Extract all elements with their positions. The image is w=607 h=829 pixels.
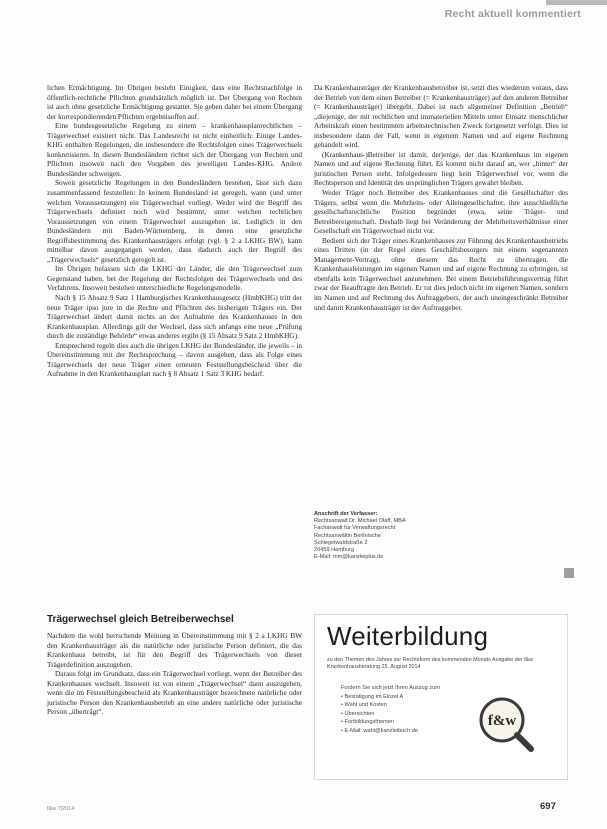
left-column: [47, 83, 302, 379]
author-address-line: Schlegelwaldstraße 2: [314, 539, 368, 546]
paragraph: Soweit gesetzliche Regelungen in den Bundesländern bestehen, lässt sich dazu zusammenfassend feststellen: In keinem Bundesland ist geregelt, wann (und unter welchen Voraussetzungen) ein Trägerwechsel vorliegt. Weder wird der Begriff des Trägerwechsels definiert noch wird bestimmt, unter welchen rechtlichen Voraussetzungen von einem Trägerwechsel auszugehen ist. Lediglich in den Bundesländern mit Baden-Württemberg, in denen eine gesetzliche Begriffsbestimmung des Krankenhausträgers erfolgt (vgl. § 2 a LKHG BW), kann mittelbar davon ausgegangen werden, dass dadurch auch der Begriff des „Trägerwechsels“ gesetzlich geregelt ist.: [47, 178, 302, 264]
left-column-2: [47, 631, 302, 717]
paragraph: Weder Träger noch Betreiber des Krankenhauses sind die Gesellschafter des Trägers, selbst wenn die Mehrheits- oder Alleingesellschafter, ihre ausschließliche gesellschaftsrechtliche Position begründet (etwa, seine Träger- und Betreibereigenschaft. Deshalb liegt bei Veränderung der Mehrheitsverhältnisse einer Gesellschaft ein Trägerwechsel nicht vor.: [314, 188, 568, 236]
ad-list-item: • E-Mail: wahl@kanzleibuch.de: [341, 727, 418, 734]
paragraph: Nach § 15 Absatz 9 Satz 1 Hamburgisches Krankenhausgesetz (HmbKHG) tritt der neue Träger ipso jure in die Rechte und Pflichten des bisherigen Trägers ein. Der Trägerwechsel ändert damit nichts an der Aufnahme des Krankenhauses in den Krankenhausplan. Allerdings gilt der Wechsel, dass sich anfangs eine neue „Prüfung durch die zuständige Behörde“ etwas anderes ergibt (§ 15 Absatz 9 Satz 2 HmbKHG).: [47, 293, 302, 341]
right-column: [314, 83, 568, 312]
author-address-line: Rechtsanwalt Dr. Michael Olaff, MBA: [314, 518, 406, 525]
paragraph: Daraus folgt im Grundsatz, dass ein Trägerwechsel vorliegt, wenn der Betreiber des Krankenhauses wechselt. Insoweit ist von einem „Trägerwechsel“ dann auszugehen, wenn die im Feststellungsbescheid als Krankenhausträger bezeichnete natürliche oder juristische Person den Krankenhausbetrieb an eine andere natürliche oder juristische Person „überträgt“.: [47, 669, 302, 717]
ad-title: Weiterbildung: [327, 621, 489, 651]
paragraph: Eine bundesgesetzliche Regelung zu einem – krankenhausplanrechtlichen – Trägerwechsel existiert nicht. Das Landesrecht ist nicht einheitlich: Einige Landes-KHG enthalten Regelungen, die insbesondere die Rechtsfolgen eines Trägerwechsels konkretisieren. In diesen Bundesländern richtet sich der Übergang von Rechten und Pflichten insoweit nach den Vorgaben des jeweiligen Landes-KHG. Andere Bundesländer schweigen.: [47, 121, 302, 178]
author-address-line: 20459 Hamburg: [314, 547, 355, 554]
paragraph: Da Krankenhausträger der Krankenhausbetreiber ist, setzt dies wiederum voraus, dass der Betrieb von dem einen Betreiber (= Krankenhausträger) auf den anderen Betreiber (= Krankenhausträger) übergeht. Dabei ist nach allgemeiner Definition „Betrieb“ „diejenige, der mit rechtlichen und immateriellen Mitteln unter Einsatz menschlicher Arbeitskraft einen bestimmten arbeitstechnischen Zweck fortgesetzt verfolgt. Dies ist insbesondere dann der Fall, wenn in eigenem Namen und auf eigene Rechnung gehandelt wird.: [314, 83, 568, 150]
ad-logo-text: f&w: [487, 713, 517, 729]
ad-intro: zu den Themen des Jahres zur Rechtsform des kommenden Monats Ausgabe der f&w Krankenhausberatung 25. August 2014: [327, 657, 534, 670]
ad-list-item: • Übersichten: [341, 710, 375, 717]
advertisement-weiterbildung[interactable]: [314, 614, 568, 780]
author-address-line: E-Mail: mm@kanzleiplus.de: [314, 554, 384, 561]
ad-list-item: Fordern Sie sich jetzt Ihren Auszug zum: [341, 685, 440, 691]
subheading: Trägerwechsel gleich Betreiberwechsel: [47, 614, 234, 625]
ad-list-item: • Wahl und Kosten: [341, 702, 387, 709]
paragraph: Bedient sich der Träger eines Krankenhauses zur Führung des Krankenhausbetriebs eines Dritten (in der Regel eines Geschäftsbesorgers mit einem sogenannten Management-Vertrag), ohne diesem das Recht zu übertragen, die Krankenhausleistungen im eigenen Namen und auf eigene Rechnung zu erbringen, ist ebenfalls kein Trägerwechsel anzunehmen. Bei einem Betriebsführungsvertrag führt zwar der Beauftragte den Betrieb. Er tut dies jedoch nicht im eigenen Namen, sondern im Namen und auf Rechnung des Auftraggebers, der auch uneingeschränkt Betreiber und damit Krankenhausträger ist der Auftraggeber.: [314, 235, 568, 312]
author-address-line: Fachanwalt für Verwaltungsrecht: [314, 525, 396, 532]
author-address-line: Rechtsanwältin Berlinische: [314, 532, 381, 539]
footer-issue: f&w 7|2014: [47, 806, 75, 812]
paragraph: Entsprechend regeln dies auch die übrigen LKHG der Bundesländer, die jeweils – in Übereinstimmung mit der Rechtsprechung – davon ausgehen, dass als Folge eines Trägerwechsels der neue Träger einen erneuten Feststellungsbescheid über die Aufnahme in den Krankenhausplan nach § 8 Absatz 1 Satz 3 KHG bedarf.: [47, 340, 302, 379]
paragraph: Nachdem die wohl herrschende Meinung in Übereinstimmung mit § 2 a LKHG BW den Krankenhausträger als die natürliche oder juristische Person definiert, die das Krankenhaus betreibt, ist für den Begriff des Trägerwechsels von dieser Trägerdefinition auszugehen.: [47, 631, 302, 669]
end-marker: [564, 568, 574, 578]
paragraph: lichen Ermächtigung. Im Übrigen besteht Einigkeit, dass eine Rechtsnachfolge in öffentlich-rechtliche Pflichten grundsätzlich möglich ist. Der Übergang von Rechten ist auch ohne gesetzliche Ermächtigung gestattet. Sie geben daher bei einem Übergang der korrespondierenden Pflichten ergebnisoffen auf.: [47, 83, 302, 121]
header-rule: [546, 0, 607, 5]
section-title: Recht aktuell kommentiert: [444, 8, 581, 20]
paragraph: Im Übrigen befassen sich die LKHG der Länder, die den Trägerwechsel zum Gegenstand haben, bei der Regelung der Rechtsfolgen des Trägerwechsels und des Verfahrens. Insoweit bestehen unterschiedliche Regelungsmodelle.: [47, 264, 302, 293]
ad-list: [341, 684, 471, 736]
magnifier-logo-icon: [475, 693, 535, 753]
page-number: 697: [540, 801, 556, 812]
paragraph: (Krankenhaus-)Betreiber ist damit, derjenige, der das Krankenhaus im eigenen Namen und auf eigene Rechnung führt. Es kommt nicht darauf an, wer „hinter“ der juristischen Person steht. Infolgedessen liegt kein Trägerwechsel vor, wenn die Rechtsperson und Identität des ursprünglichen Trägers gewahrt bleiben.: [314, 149, 568, 188]
ad-list-item: • Fortbildungsthemen: [341, 719, 394, 726]
author-address-title: Anschrift der Verfasser:: [314, 511, 378, 517]
ad-list-item: • Bestätigung im Einzel A: [341, 693, 404, 700]
author-address: [314, 511, 514, 561]
